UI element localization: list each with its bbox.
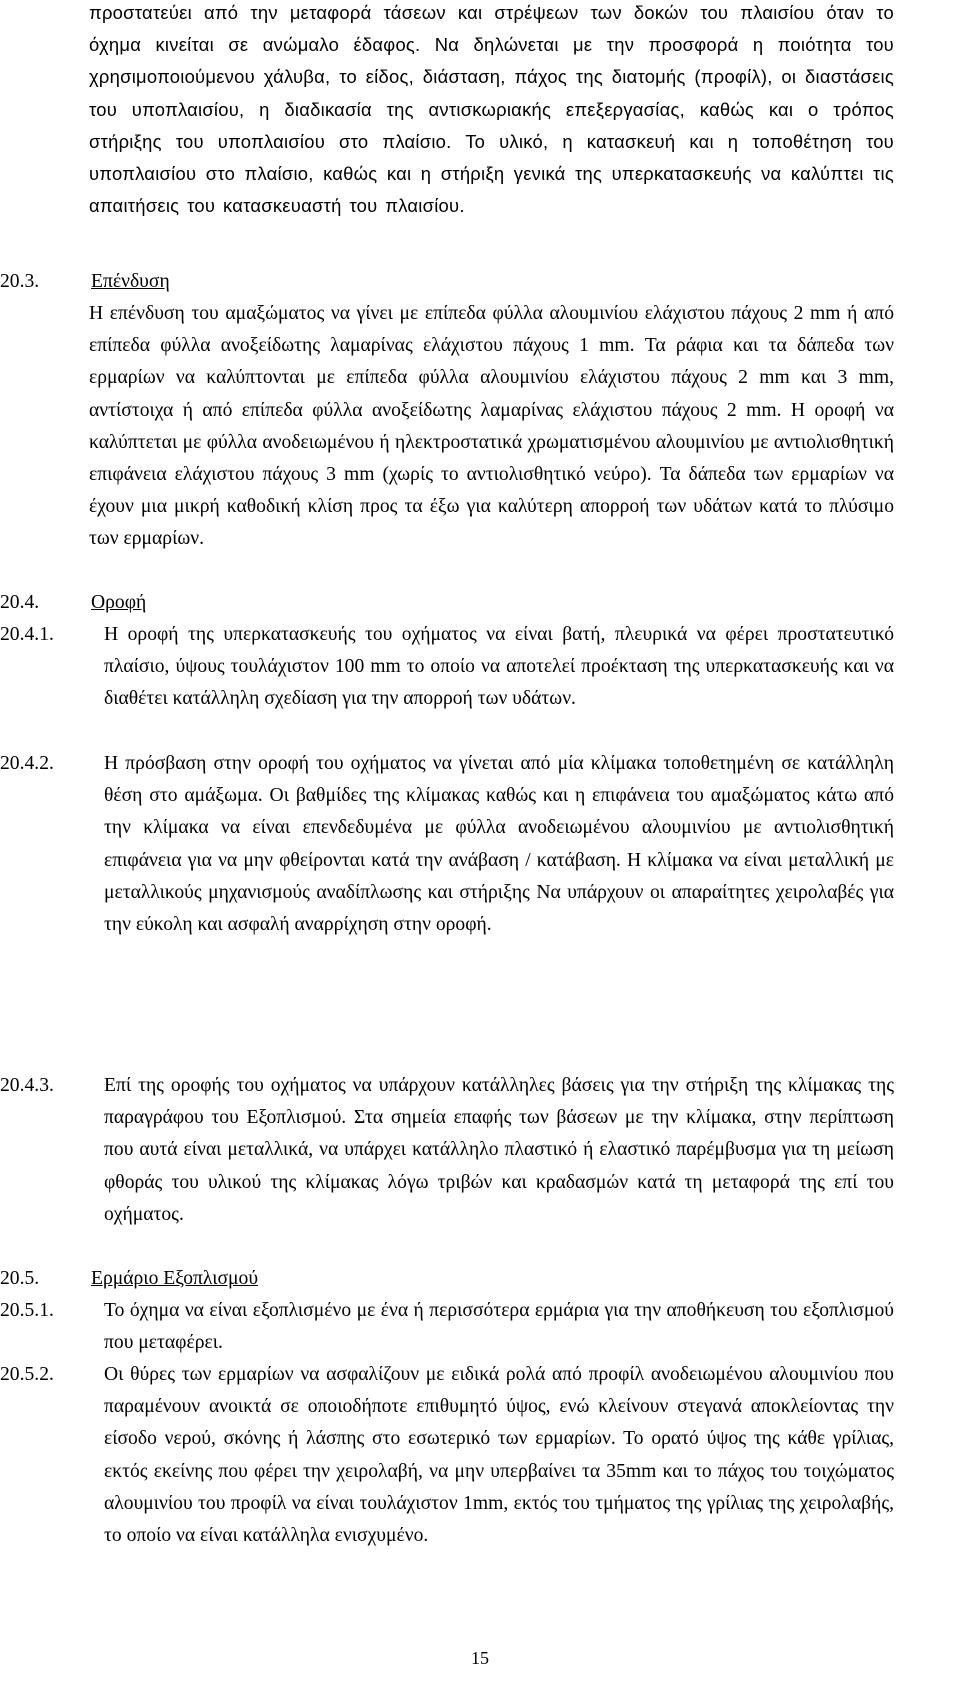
section-heading-ependysi: Επένδυση — [91, 271, 170, 292]
item-text-20-5-1: Το όχημα να είναι εξοπλισμένο με ένα ή περισσότερα ερμάρια για την αποθήκευση του εξοπλισμού που μεταφέρει. — [104, 1300, 894, 1354]
intro-paragraph: προστατεύει από την μεταφορά τάσεων και στρέψεων των δοκών του πλαισίου όταν το όχημα κινείται σε ανώμαλο έδαφος. Να δηλώνεται με την προσφορά η ποιότητα του χρησιμοποιούμενου χάλυβα, το είδος, διάσταση, πάχος της διατομής (προφίλ), οι διαστάσεις του υποπλαισίου, η διαδικασία της αντισκωριακής επεξεργασίας, καθώς και ο τρόπος στήριξης του υποπλαισίου στο πλαίσιο. Το υλικό, η κατασκευή και η τοποθέτηση του υποπλαισίου στο πλαίσιο, καθώς και η στήριξη γενικά της υπερκατασκευής να καλύπτει τις απαιτήσεις του κατασκευαστή του πλαισίου. — [89, 2, 894, 217]
section-heading-ermario-exoplismou: Ερμάριο Εξοπλισμού — [91, 1268, 259, 1289]
item-text-20-4-2: Η πρόσβαση στην οροφή του οχήματος να γίνεται από μία κλίμακα τοποθετημένη σε κατάλληλη θέση στο αμάξωμα. Οι βαθμίδες της κλίμακας καθώς και η επιφάνεια του αμαξώματος κάτω από την κλίμακα να είναι επενδεδυμένα με φύλλα ανοδειωμένου αλουμινίου με αντιολισθητική επιφάνεια για να μην φθείρονται κατά την ανάβαση / κατάβαση. Η κλίμακα να είναι μεταλλική με μεταλλικούς μηχανισμούς αναδίπλωσης και στήριξης Να υπάρχουν οι απαραίτητες χειρολαβές για την εύκολη και ασφαλή αναρρίχηση στην οροφή. — [104, 753, 894, 936]
section-heading-orofi: Οροφή — [91, 592, 147, 613]
item-text-20-4-1: Η οροφή της υπερκατασκευής του οχήματος να είναι βατή, πλευρικά να φέρει προστατευτικό πλαίσιο, ύψους τουλάχιστον 100 mm το οποίο να αποτελεί προέκταση της υπερκατασκευής και να διαθέτει κατάλληλη σχεδίαση για την απορροή των υδάτων. — [104, 624, 894, 710]
section-text-20-3: Η επένδυση του αμαξώματος να γίνει με επίπεδα φύλλα αλουμινίου ελάχιστου πάχους 2 mm ή από επίπεδα φύλλα ανοξείδωτης λαμαρίνας ελάχιστου πάχους 1 mm. Τα ράφια και τα δάπεδα των ερμαρίων να καλύπτονται με επίπεδα φύλλα αλουμινίου ελάχιστου πάχους 2 mm και 3 mm, αντίστοιχα ή από επίπεδα φύλλα ανοξείδωτης λαμαρίνας ελάχιστου πάχους 2 mm. Η οροφή να καλύπτεται με φύλλα ανοδειωμένου ή ηλεκτροστατικά χρωματισμένου αλουμινίου με αντιολισθητική επιφάνεια ελάχιστου πάχους 3 mm (χωρίς το αντιολισθητικό νεύρο). Τα δάπεδα των ερμαρίων να έχουν μια μικρή καθοδική κλίση προς τα έξω για καλύτερη απορροή των υδάτων κατά το πλύσιμο των ερμαρίων. — [89, 303, 894, 550]
item-number-20-5-2: 20.5.2. — [0, 1364, 54, 1385]
item-text-20-4-3: Επί της οροφής του οχήματος να υπάρχουν κατάλληλες βάσεις για την στήριξη της κλίμακας της παραγράφου του Εξοπλισμού. Στα σημεία επαφής των βάσεων με την κλίμακα, στην περίπτωση που αυτά είναι μεταλλικά, να υπάρχει κατάλληλο πλαστικό ή ελαστικό παρέμβυσμα για τη μείωση φθοράς του υλικού της κλίμακας λόγω τριβών και κραδασμών κατά τη μεταφορά της επί του οχήματος. — [104, 1075, 894, 1225]
item-number-20-4-1: 20.4.1. — [0, 624, 54, 645]
section-number-20-5: 20.5. — [0, 1268, 40, 1289]
section-number-20-3: 20.3. — [0, 271, 40, 292]
item-number-20-4-2: 20.4.2. — [0, 753, 54, 774]
item-number-20-4-3: 20.4.3. — [0, 1075, 54, 1096]
section-number-20-4: 20.4. — [0, 592, 40, 613]
page-number: 15 — [471, 1648, 489, 1668]
item-number-20-5-1: 20.5.1. — [0, 1300, 54, 1321]
item-text-20-5-2: Οι θύρες των ερμαρίων να ασφαλίζουν με ειδικά ρολά από προφίλ ανοδειωμένου αλουμινίου που παραμένουν ανοικτά σε οποιοδήποτε επιθυμητό ύψος, ενώ κλείνουν στεγανά αποκλείοντας την είσοδο νερού, σκόνης ή λάσπης στο εσωτερικό των ερμαρίων. Το ορατό ύψος της κάθε γρίλιας, εκτός εκείνης που φέρει την χειρολαβή, να μην υπερβαίνει τα 35mm και το πάχος του τοιχώματος αλουμινίου του προφίλ να είναι τουλάχιστον 1mm, εκτός του τμήματος της γρίλιας της χειρολαβής, το οποίο να είναι κατάλληλα ενισχυμένο. — [104, 1364, 894, 1547]
